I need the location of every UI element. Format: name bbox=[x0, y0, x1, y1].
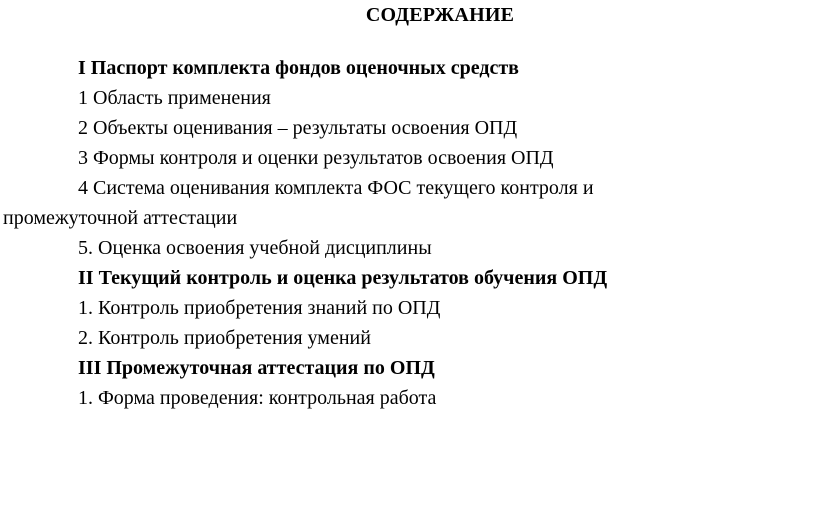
toc-item: 4 Система оценивания комплекта ФОС текущего контроля и bbox=[78, 177, 594, 199]
section-heading-1: I Паспорт комплекта фондов оценочных средств bbox=[78, 57, 519, 79]
toc-item: 2 Объекты оценивания – результаты освоения ОПД bbox=[78, 117, 518, 139]
toc-item: 1. Контроль приобретения знаний по ОПД bbox=[78, 297, 441, 319]
toc-item: 1 Область применения bbox=[78, 87, 271, 109]
section-heading-2: II Текущий контроль и оценка результатов обучения ОПД bbox=[78, 267, 608, 289]
toc-item: 3 Формы контроля и оценки результатов освоения ОПД bbox=[78, 147, 554, 169]
toc-item-continuation: промежуточной аттестации bbox=[3, 207, 238, 229]
table-of-contents bbox=[0, 53, 816, 413]
toc-item: 2. Контроль приобретения умений bbox=[78, 327, 371, 349]
section-heading-3: III Промежуточная аттестация по ОПД bbox=[78, 357, 435, 379]
toc-item: 1. Форма проведения: контрольная работа bbox=[78, 387, 437, 409]
toc-item: 5. Оценка освоения учебной дисциплины bbox=[78, 237, 432, 259]
page-title: СОДЕРЖАНИЕ bbox=[365, 4, 515, 26]
